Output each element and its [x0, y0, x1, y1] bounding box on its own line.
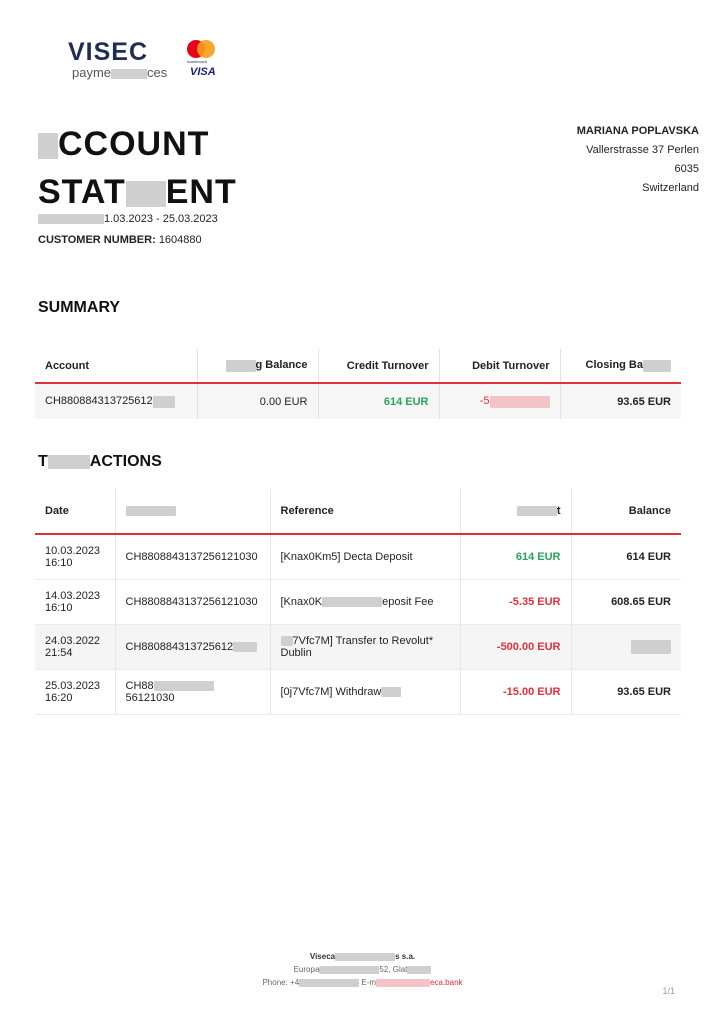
trans-header-date: Date: [35, 489, 115, 534]
statement-period: 1.03.2023 - 25.03.2023: [38, 213, 218, 225]
trans-account: CH8856121030: [115, 669, 270, 714]
trans-header-balance: Balance: [628, 505, 671, 517]
mastercard-icon: [187, 40, 215, 58]
summary-title: SUMMARY: [38, 299, 121, 316]
logo-sub-text: payme ces: [72, 65, 168, 80]
trans-balance: [571, 624, 681, 669]
transactions-title: T ACTIONS: [38, 453, 162, 470]
trans-header-reference: Reference: [270, 489, 460, 534]
trans-header-account: [115, 489, 270, 534]
summary-header-debit: Debit Turnover: [439, 349, 560, 383]
trans-reference: 7Vfc7M] Transfer to Revolut* Dublin: [270, 624, 460, 669]
trans-date: 14.03.2023 16:10: [35, 579, 115, 624]
footer-email[interactable]: eca.bank: [430, 978, 463, 987]
summary-header-closing: Closing Ba: [560, 349, 681, 383]
table-row: [35, 534, 681, 579]
summary-table: [35, 349, 681, 419]
mastercard-label: mastercard: [187, 59, 208, 64]
trans-amount: -5.35 EUR: [460, 579, 571, 624]
trans-reference: [Knax0K eposit Fee: [270, 579, 460, 624]
trans-account: CH8808843137256121030: [115, 579, 270, 624]
trans-account: CH880884313725612: [115, 624, 270, 669]
page-number: 1/1: [662, 986, 675, 996]
footer: [0, 950, 725, 989]
trans-date: 24.03.2022 21:54: [35, 624, 115, 669]
summary-header-opening: g Balance: [197, 349, 318, 383]
summary-header-credit: Credit Turnover: [318, 349, 439, 383]
footer-contact: Phone: +4 E-m eca.bank: [262, 978, 463, 987]
summary-debit: -5: [439, 383, 560, 419]
customer-number: CUSTOMER NUMBER: 1604880: [38, 234, 202, 246]
summary-account: CH880884313725612: [35, 383, 197, 419]
trans-header-amount: t: [460, 489, 571, 534]
footer-company: Viseca s s.a.: [309, 952, 416, 961]
trans-account: CH8808843137256121030: [115, 534, 270, 579]
trans-reference: [Knax0Km5] Decta Deposit: [270, 534, 460, 579]
trans-balance: 608.65 EUR: [611, 595, 671, 608]
trans-amount: 614 EUR: [460, 534, 571, 579]
page-title: CCOUNT STAT ENT: [38, 125, 237, 211]
summary-row: [35, 383, 681, 419]
recipient-zip: 6035: [674, 163, 699, 175]
trans-balance: 93.65 EUR: [617, 685, 671, 698]
table-row: [35, 624, 681, 669]
recipient-country: Switzerland: [642, 182, 699, 194]
recipient-street: Vallerstrasse 37 Perlen: [586, 144, 699, 156]
summary-closing: 93.65 EUR: [617, 395, 671, 408]
transactions-table: [35, 489, 681, 715]
trans-balance: 614 EUR: [626, 550, 671, 563]
table-row: [35, 669, 681, 714]
trans-date: 10.03.2023 16:10: [35, 534, 115, 579]
trans-amount: -15.00 EUR: [460, 669, 571, 714]
summary-opening: 0.00 EUR: [197, 383, 318, 419]
table-row: [35, 579, 681, 624]
recipient-address: [577, 122, 699, 198]
summary-credit: 614 EUR: [318, 383, 439, 419]
footer-address: Europa 52, Glat: [0, 963, 725, 976]
trans-amount: -500.00 EUR: [460, 624, 571, 669]
summary-header-account: Account: [35, 349, 197, 383]
recipient-name: MARIANA POPLAVSKA: [576, 125, 699, 137]
trans-date: 25.03.2023 16:20: [35, 669, 115, 714]
logo-main-text: VISEC: [68, 38, 149, 66]
visa-icon: VISA: [190, 66, 216, 78]
trans-reference: [0j7Vfc7M] Withdraw: [270, 669, 460, 714]
